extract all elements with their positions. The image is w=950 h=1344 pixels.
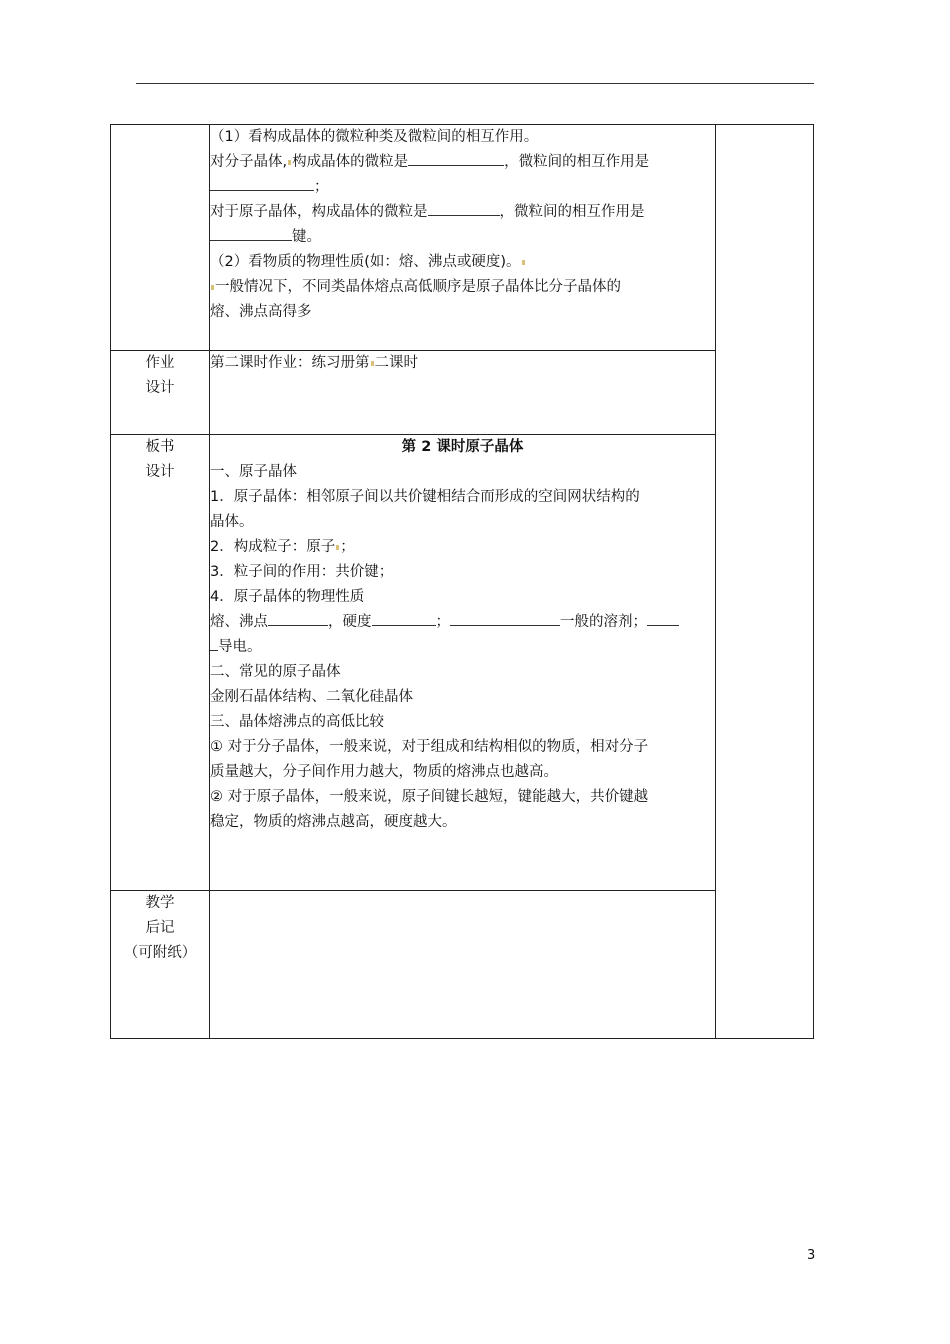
stray-mark: [211, 285, 214, 290]
fill-blank: [372, 611, 436, 626]
text-line: ；: [210, 175, 715, 200]
label-cell: [111, 125, 210, 351]
text-line: 3．粒子间的作用：共价键；: [210, 564, 394, 580]
board-title: 第 2 课时原子晶体: [401, 439, 524, 455]
text-line: 金刚石晶体结构、二氧化硅晶体: [210, 689, 413, 705]
text-line: （1）看构成晶体的微粒种类及微粒间的相互作用。: [210, 129, 539, 145]
text-line: 三、晶体熔沸点的高低比较: [210, 714, 384, 730]
text-line: 晶体。: [210, 514, 254, 530]
fill-blank: [647, 611, 679, 626]
stray-mark: [336, 545, 339, 550]
text-line: 导电。: [210, 635, 715, 660]
fill-blank: [268, 611, 328, 626]
board-label: 板书 设计: [111, 435, 210, 891]
fill-blank: [428, 201, 500, 216]
table-row: [111, 891, 814, 1039]
crystal-comparison-content: [210, 125, 716, 351]
text-line: （2）看物质的物理性质(如：熔、沸点或硬度)。: [210, 250, 715, 275]
text-line: ① 对于分子晶体，一般来说，对于组成和结构相似的物质，相对分子: [210, 739, 649, 755]
text-line: 一、原子晶体: [210, 464, 297, 480]
teaching-notes-content: [210, 891, 716, 1039]
text-line: ② 对于原子晶体，一般来说，原子间键长越短，键能越大，共价键越: [210, 789, 649, 805]
homework-content: [210, 351, 716, 435]
fill-blank: [408, 151, 504, 166]
text-line: 2．构成粒子：原子 ；: [210, 539, 355, 555]
text-line: 二、常见的原子晶体: [210, 664, 341, 680]
header-rule: [136, 83, 814, 84]
text-line: 第二课时作业：练习册第 二课时: [210, 355, 418, 371]
text-line: 对于原子晶体，构成晶体的微粒是 ，微粒间的相互作用是: [210, 200, 715, 225]
fill-blank: [210, 226, 292, 241]
stray-mark: [288, 160, 291, 165]
lesson-plan-table: [110, 124, 814, 1039]
text-line: 一般情况下，不同类晶体熔点高低顺序是原子晶体比分子晶体的: [210, 275, 715, 300]
homework-label: 作业 设计: [111, 351, 210, 435]
text-line: 键。: [210, 225, 715, 250]
text-line: 熔、沸点 ，硬度 ； 一般的溶剂；: [210, 610, 715, 635]
fill-blank: [450, 611, 560, 626]
board-content: [210, 435, 716, 891]
text-line: 熔、沸点高得多: [210, 304, 312, 320]
page-number: 3: [807, 1248, 816, 1263]
table-row: [111, 351, 814, 435]
text-line: 质量越大，分子间作用力越大，物质的熔沸点也越高。: [210, 764, 558, 780]
stray-mark: [371, 361, 374, 366]
text-line: 稳定，物质的熔沸点越高，硬度越大。: [210, 814, 457, 830]
fill-blank: [210, 636, 218, 651]
text-line: 对分子晶体, 构成晶体的微粒是 ，微粒间的相互作用是: [210, 150, 715, 175]
teaching-notes-label: 教学 后记 （可附纸）: [111, 891, 210, 1039]
table-row: [111, 125, 814, 351]
table-row: [111, 435, 814, 891]
text-line: 4．原子晶体的物理性质: [210, 589, 365, 605]
remarks-column: [716, 125, 814, 1039]
stray-mark: [522, 260, 525, 265]
fill-blank: [210, 176, 314, 191]
text-line: 1．原子晶体：相邻原子间以共价键相结合而形成的空间网状结构的: [210, 489, 640, 505]
